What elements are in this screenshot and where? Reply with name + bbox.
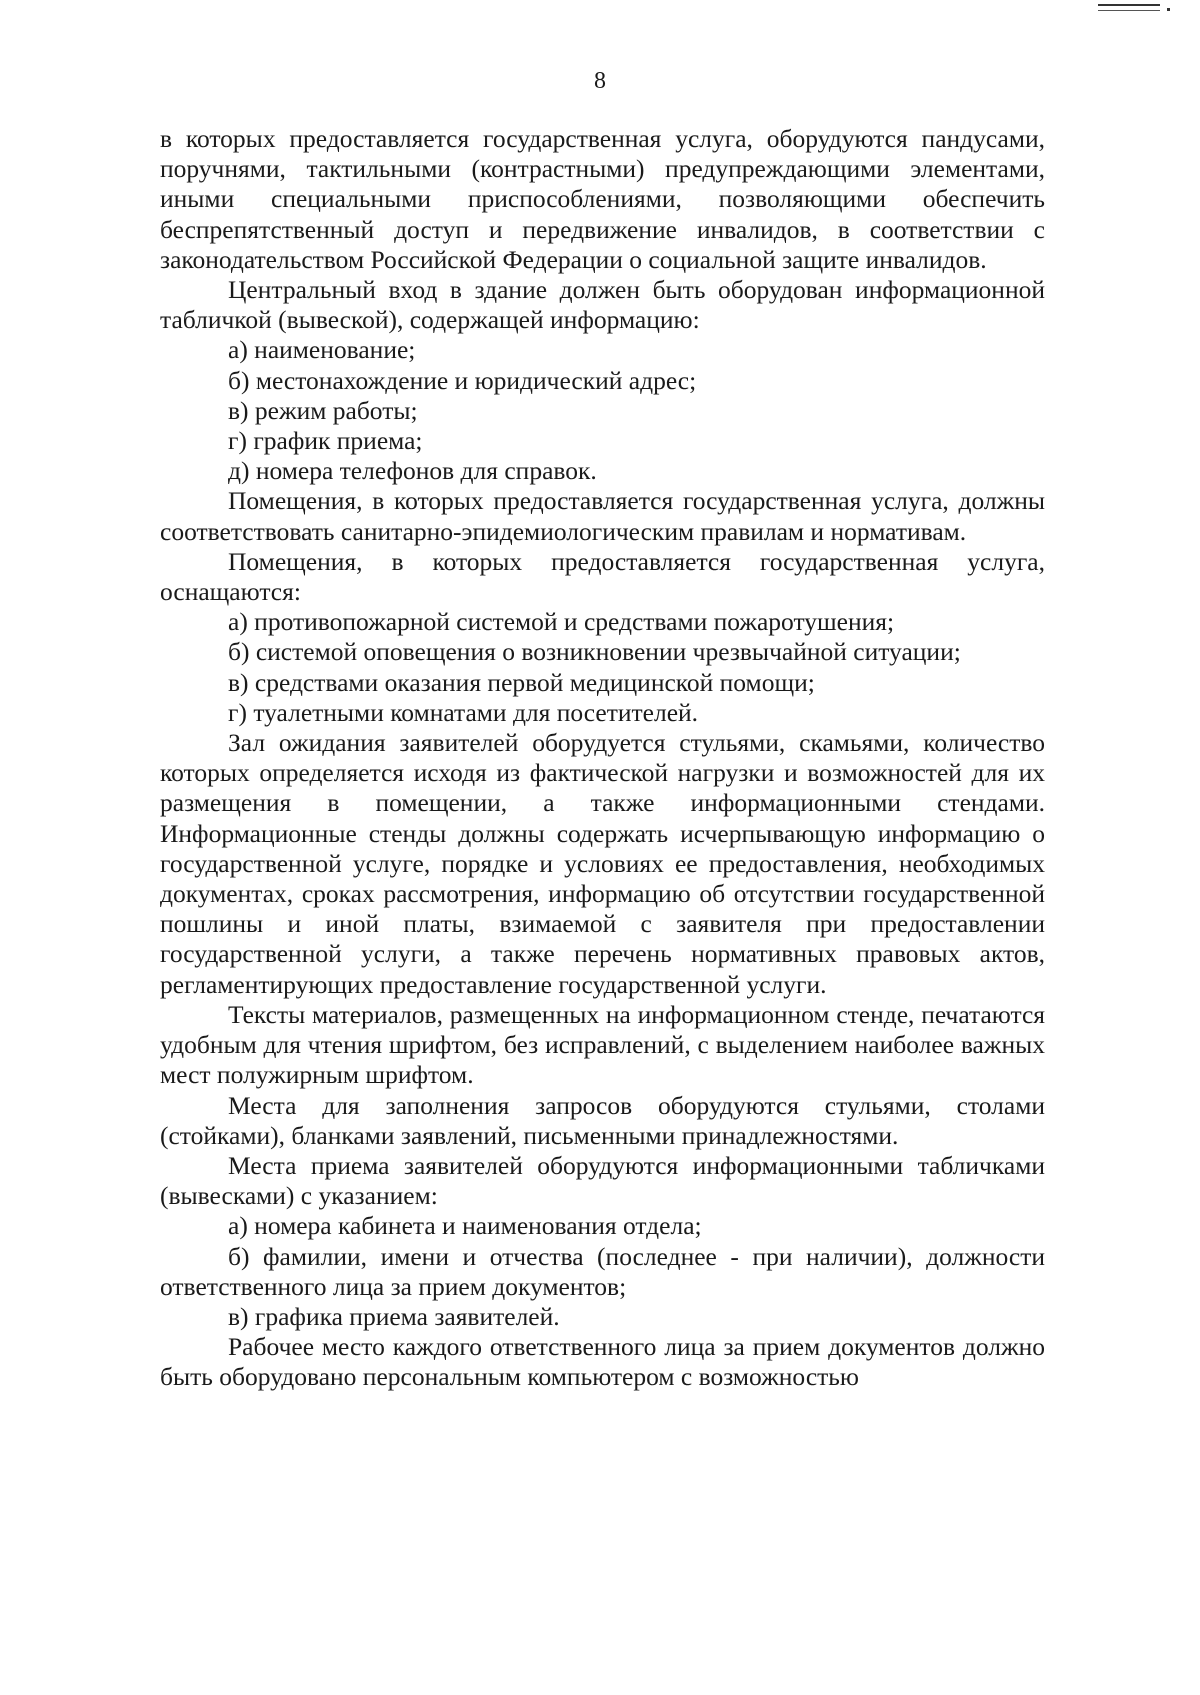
list-item-v: в) режим работы;: [228, 395, 418, 425]
paragraph-8: Места приема заявителей оборудуются информационными табличками (вывесками) с указанием:: [160, 1150, 1045, 1211]
list-item-d: д) номера телефонов для справок.: [228, 456, 597, 486]
list-item-g: г) туалетными комнатами для посетителей.: [228, 697, 699, 727]
list-item-v: в) графика приема заявителей.: [228, 1301, 560, 1331]
list-item-b: б) местонахождение и юридический адрес;: [228, 365, 697, 395]
list-item-g: г) график приема;: [228, 426, 423, 456]
paragraph-3: Помещения, в которых предоставляется государственная услуга, должны соответствовать санитарно-эпидемиологическим правилам и нормативам.: [160, 486, 1045, 546]
paragraph-6: Тексты материалов, размещенных на информационном стенде, печатаются удобным для чтения шрифтом, без исправлений, с выделением наиболее важных мест полужирным шрифтом.: [160, 999, 1045, 1090]
paragraph-7: Места для заполнения запросов оборудуются стульями, столами (стойками), бланками заявлений, письменными принадлежностями.: [160, 1090, 1045, 1150]
scan-edge-mark: [1098, 4, 1160, 11]
list-item-a: а) противопожарной системой и средствами пожаротушения;: [228, 607, 895, 637]
page-number: 8: [594, 68, 606, 94]
list-item-b: б) фамилии, имени и отчества (последнее - при наличии), должности ответственного лица за прием документов;: [160, 1241, 1045, 1301]
document-body: [160, 124, 1045, 1393]
paragraph-5: Зал ожидания заявителей оборудуется стульями, скамьями, количество которых определяется исходя из фактической нагрузки и возможностей для их размещения в помещении, а также информационными стендами. Информационные стенды должны содержать исчерпывающую информацию о государственной услуге, порядке и условиях ее предоставления, необходимых документах, сроках рассмотрения, информацию об отсутствии государственной пошлины и иной платы, взимаемой с заявителя при предоставлении государственной услуги, а также перечень нормативных правовых актов, регламентирующих предоставление государственной услуги.: [160, 728, 1045, 999]
list-item-a: а) номера кабинета и наименования отдела;: [228, 1211, 702, 1241]
list-item-a: а) наименование;: [228, 335, 416, 365]
paragraph-4: Помещения, в которых предоставляется государственная услуга, оснащаются:: [160, 546, 1045, 607]
paragraph-9: Рабочее место каждого ответственного лица за прием документов должно быть оборудовано персональным компьютером с возможностью: [160, 1332, 1045, 1392]
list-item-b: б) системой оповещения о возникновении чрезвычайной ситуации;: [228, 637, 961, 667]
list-item-v: в) средствами оказания первой медицинской помощи;: [228, 667, 815, 697]
paragraph-2: Центральный вход в здание должен быть оборудован информационной табличкой (вывеской), содержащей информацию:: [160, 275, 1045, 335]
paragraph-1: в которых предоставляется государственная услуга, оборудуются пандусами, поручнями, тактильными (контрастными) предупреждающими элементами, иными специальными приспособлениями, позволяющими обеспечить беспрепятственный доступ и передвижение инвалидов, в соответствии с законодательством Российской Федерации о социальной защите инвалидов.: [160, 124, 1045, 274]
